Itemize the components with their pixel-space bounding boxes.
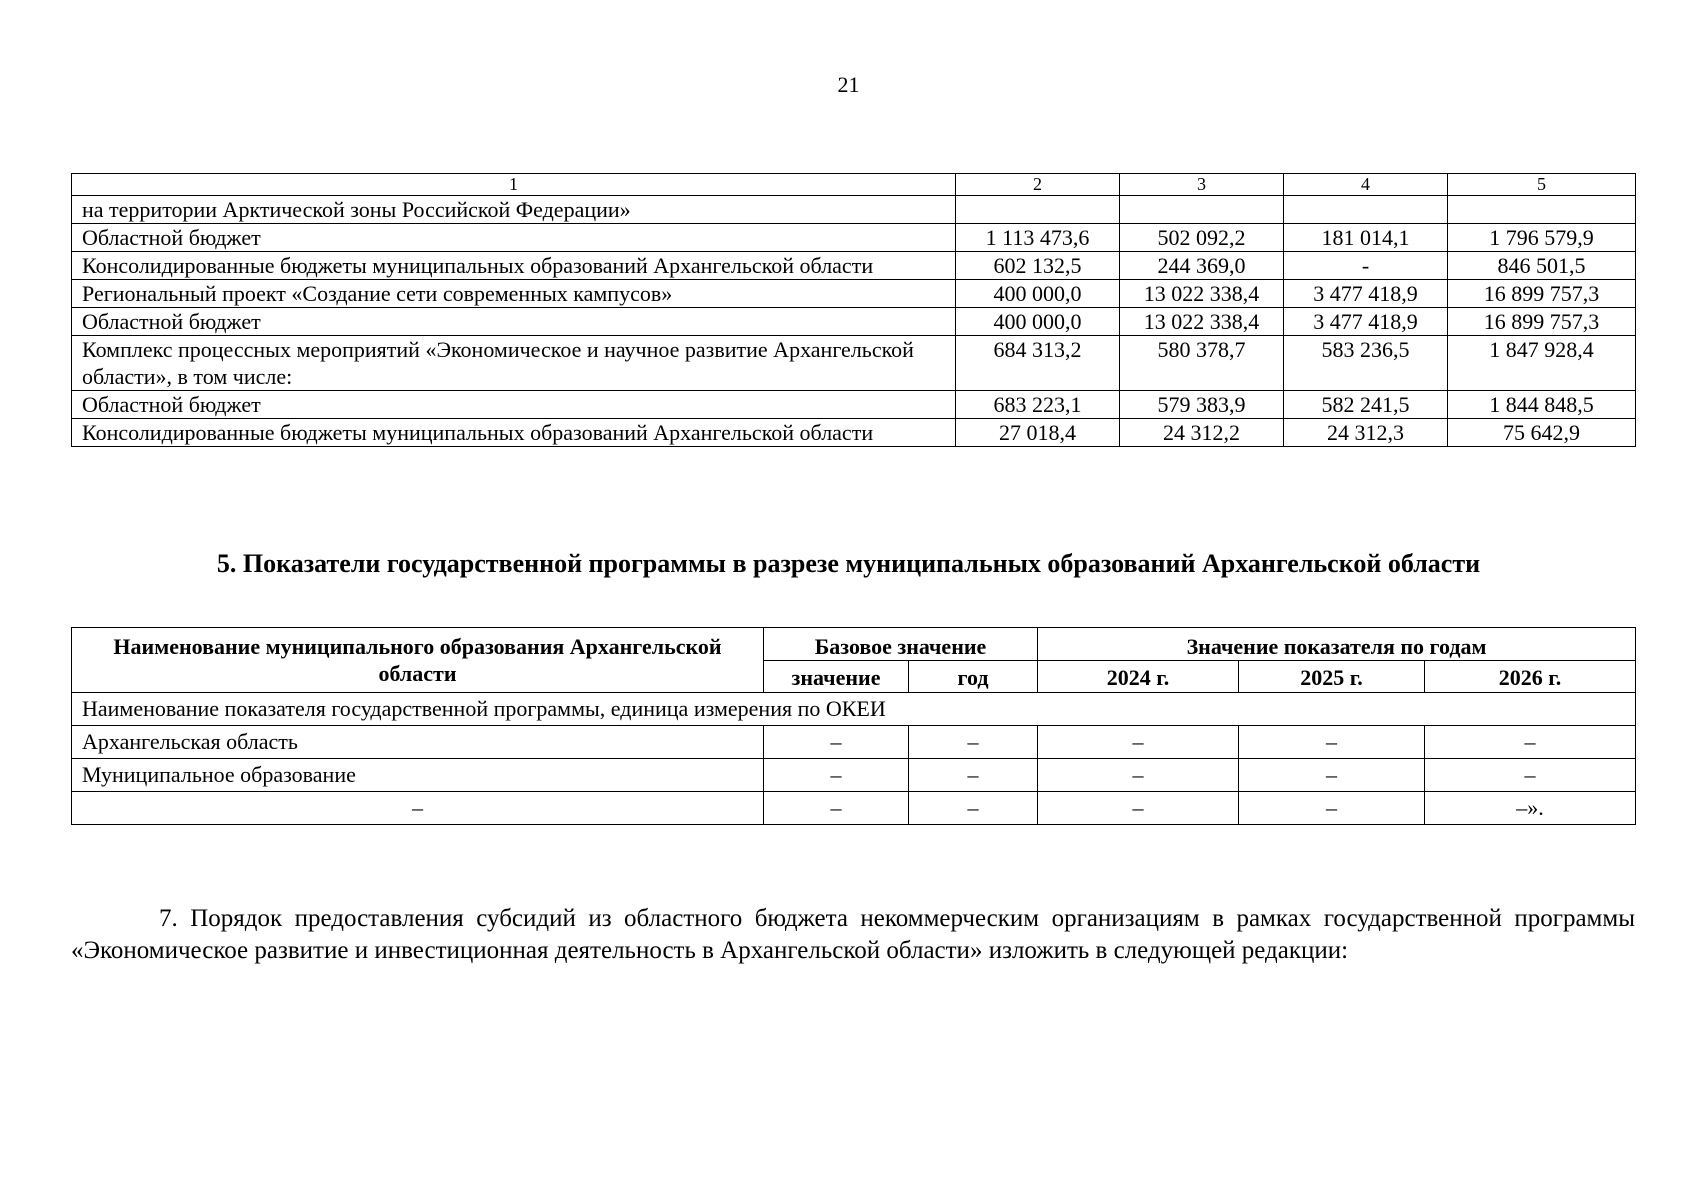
column-number: 2 — [956, 174, 1120, 196]
cell-value: – — [909, 759, 1038, 792]
cell-value: 75 642,9 — [1448, 419, 1636, 447]
years-header: Значение показателя по годам — [1038, 628, 1636, 661]
table-row — [72, 419, 1636, 447]
cell-value: – — [909, 726, 1038, 759]
municipality-column-header: Наименование муниципального образования Архангельской области — [72, 628, 764, 693]
row-label: Муниципальное образование — [72, 759, 764, 792]
section-title: 5. Показатели государственной программы в разрезе муниципальных образований Архангельской области — [216, 549, 1481, 578]
column-number: 4 — [1284, 174, 1448, 196]
cell-value: 579 383,9 — [1120, 391, 1284, 419]
table-row — [72, 759, 1636, 792]
cell-value: 583 236,5 — [1284, 336, 1448, 391]
table-row — [72, 391, 1636, 419]
table-header-row — [72, 628, 1636, 661]
cell-value: 13 022 338,4 — [1120, 280, 1284, 308]
body-paragraph: 7. Порядок предоставления субсидий из областного бюджета некоммерческим организациям в рамках государственной программы «Экономическое развитие и инвестиционная деятельность в Архангельской области» изложить в следующей редакции: — [71, 905, 1635, 964]
cell-value: 582 241,5 — [1284, 391, 1448, 419]
cell-value — [956, 196, 1120, 224]
cell-value: 580 378,7 — [1120, 336, 1284, 391]
cell-value: 683 223,1 — [956, 391, 1120, 419]
table-row — [72, 792, 1636, 825]
row-label: – — [72, 792, 764, 825]
cell-value: 27 018,4 — [956, 419, 1120, 447]
cell-value: 244 369,0 — [1120, 252, 1284, 280]
cell-value — [1120, 196, 1284, 224]
cell-value — [1284, 196, 1448, 224]
row-label: Архангельская область — [72, 726, 764, 759]
row-label: на территории Арктической зоны Российской Федерации» — [72, 196, 956, 224]
cell-value: 24 312,2 — [1120, 419, 1284, 447]
cell-value: – — [1239, 792, 1425, 825]
base-year-subheader: год — [909, 661, 1038, 693]
year-header: 2026 г. — [1425, 661, 1636, 693]
column-number: 5 — [1448, 174, 1636, 196]
cell-value: 24 312,3 — [1284, 419, 1448, 447]
row-label: Областной бюджет — [72, 391, 956, 419]
column-number: 1 — [72, 174, 956, 196]
cell-value: – — [1239, 726, 1425, 759]
cell-value — [1448, 196, 1636, 224]
cell-value: – — [764, 759, 909, 792]
cell-value: 1 113 473,6 — [956, 224, 1120, 252]
cell-value: 3 477 418,9 — [1284, 308, 1448, 336]
cell-value: 1 847 928,4 — [1448, 336, 1636, 391]
table-row — [72, 224, 1636, 252]
cell-value: – — [764, 726, 909, 759]
cell-value: 400 000,0 — [956, 308, 1120, 336]
table-header-row — [72, 174, 1636, 196]
table-row — [72, 308, 1636, 336]
cell-value: 181 014,1 — [1284, 224, 1448, 252]
base-value-subheader: значение — [764, 661, 909, 693]
cell-value: 684 313,2 — [956, 336, 1120, 391]
table-row — [72, 252, 1636, 280]
funding-table — [71, 173, 1636, 447]
cell-value: – — [764, 792, 909, 825]
row-label: Консолидированные бюджеты муниципальных образований Архангельской области — [72, 252, 956, 280]
table-row — [72, 280, 1636, 308]
row-label: Комплекс процессных мероприятий «Экономическое и научное развитие Архангельской области», в том числе: — [72, 336, 956, 391]
cell-value: – — [1425, 726, 1636, 759]
cell-value: 400 000,0 — [956, 280, 1120, 308]
cell-value: 1 796 579,9 — [1448, 224, 1636, 252]
cell-value: 846 501,5 — [1448, 252, 1636, 280]
table-row — [72, 336, 1636, 391]
cell-value: – — [1239, 759, 1425, 792]
cell-value: 3 477 418,9 — [1284, 280, 1448, 308]
table-row — [72, 726, 1636, 759]
row-label: Региональный проект «Создание сети современных кампусов» — [72, 280, 956, 308]
cell-value: 16 899 757,3 — [1448, 308, 1636, 336]
cell-value: 602 132,5 — [956, 252, 1120, 280]
row-label: Областной бюджет — [72, 308, 956, 336]
cell-value: – — [1038, 759, 1239, 792]
cell-value: –». — [1425, 792, 1636, 825]
base-value-header: Базовое значение — [764, 628, 1038, 661]
cell-value: 502 092,2 — [1120, 224, 1284, 252]
year-header: 2025 г. — [1239, 661, 1425, 693]
row-label: Консолидированные бюджеты муниципальных образований Архангельской области — [72, 419, 956, 447]
table-row — [72, 196, 1636, 224]
cell-value: 1 844 848,5 — [1448, 391, 1636, 419]
cell-value: - — [1284, 252, 1448, 280]
cell-value: 16 899 757,3 — [1448, 280, 1636, 308]
cell-value: – — [1038, 792, 1239, 825]
cell-value: 13 022 338,4 — [1120, 308, 1284, 336]
indicators-table — [71, 627, 1636, 825]
table-row — [72, 693, 1636, 726]
cell-value: – — [909, 792, 1038, 825]
cell-value: – — [1038, 726, 1239, 759]
year-header: 2024 г. — [1038, 661, 1239, 693]
indicator-name-row: Наименование показателя государственной программы, единица измерения по ОКЕИ — [72, 693, 1636, 726]
page-number: 21 — [837, 72, 860, 97]
row-label: Областной бюджет — [72, 224, 956, 252]
column-number: 3 — [1120, 174, 1284, 196]
cell-value: – — [1425, 759, 1636, 792]
